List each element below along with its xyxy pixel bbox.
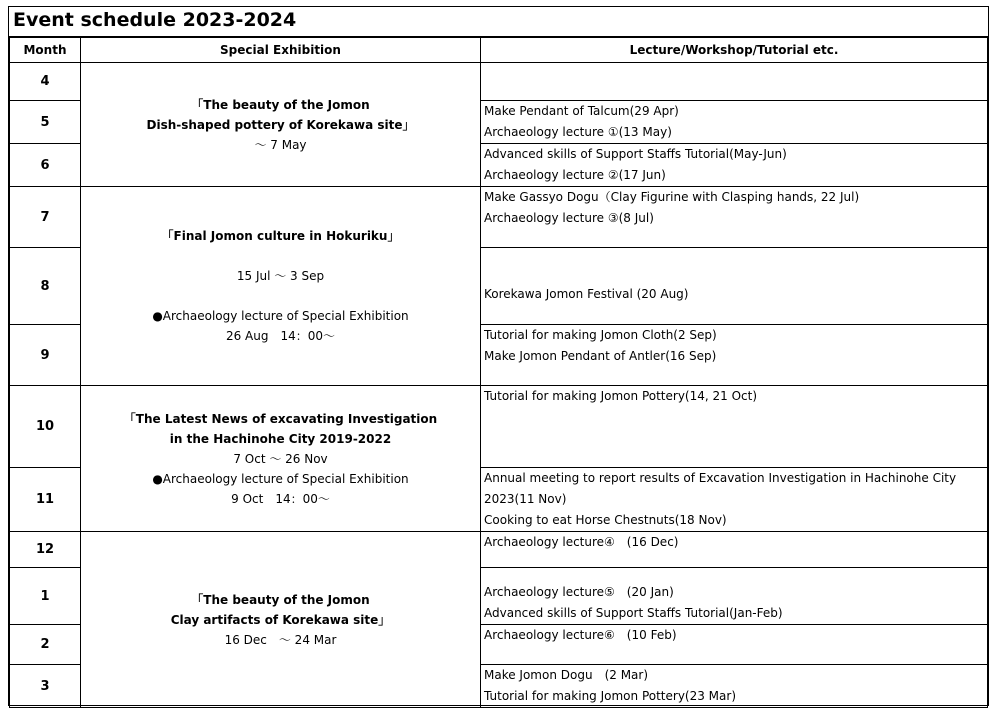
lecture-item: Make Gassyo Dogu（Clay Figurine with Clasping hands, 22 Jul)	[484, 190, 860, 204]
lecture-item: Archaeology lecture ③(8 Jul)	[484, 211, 654, 225]
exhibition-period: ～ 7 May	[254, 137, 307, 152]
table-row	[10, 532, 988, 568]
header-lecture: Lecture/Workshop/Tutorial etc.	[481, 38, 988, 63]
lecture-item: Cooking to eat Horse Chestnuts(18 Nov)	[484, 513, 727, 527]
table-row	[10, 386, 988, 468]
exhibition-period: 16 Dec ～ 24 Mar	[224, 632, 337, 647]
exhibition-lecture-note: ●Archaeology lecture of Special Exhibition	[152, 471, 409, 486]
exhibition-title: Dish-shaped pottery of Korekawa site」	[146, 117, 415, 132]
schedule-sheet	[8, 6, 989, 706]
exhibition-title: 「The Latest News of excavating Investigation	[123, 411, 438, 426]
lecture-cell	[481, 386, 988, 468]
month-cell: 11	[10, 468, 81, 532]
exhibition-cell	[81, 63, 481, 187]
exhibition-cell	[81, 386, 481, 532]
exhibition-title: Clay artifacts of Korekawa site」	[170, 612, 391, 627]
exhibition-period: 15 Jul ～ 3 Sep	[236, 269, 325, 283]
lecture-item: Tutorial for making Jomon Pottery(23 Mar)	[484, 689, 737, 703]
lecture-cell	[481, 568, 988, 625]
lecture-cell	[481, 63, 988, 101]
header-month: Month	[10, 38, 81, 63]
table-row	[10, 63, 988, 101]
lecture-cell	[481, 532, 988, 568]
month-cell: 3	[10, 665, 81, 708]
exhibition-lecture-time: 9 Oct 14：00～	[231, 491, 330, 506]
lecture-item: Archaeology lecture④ (16 Dec)	[484, 535, 679, 549]
month-cell: 9	[10, 325, 81, 386]
exhibition-title: in the Hachinohe City 2019-2022	[169, 431, 392, 446]
header-special-exhibition: Special Exhibition	[81, 38, 481, 63]
exhibition-period: 7 Oct ～ 26 Nov	[233, 451, 328, 466]
month-cell: 8	[10, 248, 81, 325]
lecture-item: Advanced skills of Support Staffs Tutorial(Jan-Feb)	[484, 606, 783, 620]
lecture-item: Archaeology lecture⑥ (10 Feb)	[484, 628, 677, 642]
lecture-item: Archaeology lecture ②(17 Jun)	[484, 168, 666, 182]
lecture-cell	[481, 187, 988, 248]
month-cell: 4	[10, 63, 81, 101]
lecture-cell	[481, 325, 988, 386]
lecture-cell	[481, 101, 988, 144]
month-cell: 6	[10, 144, 81, 187]
month-cell: 10	[10, 386, 81, 468]
lecture-item: Archaeology lecture ①(13 May)	[484, 125, 672, 139]
lecture-item: Tutorial for making Jomon Cloth(2 Sep)	[484, 328, 717, 342]
lecture-item: 2023(11 Nov)	[484, 492, 567, 506]
exhibition-lecture-time: 26 Aug 14：00～	[225, 329, 336, 343]
exhibition-title: 「Final Jomon culture in Hokuriku」	[161, 229, 400, 243]
page-title: Event schedule 2023-2024	[9, 7, 988, 37]
lecture-item: Annual meeting to report results of Excavation Investigation in Hachinohe City	[484, 471, 957, 485]
lecture-item: Make Pendant of Talcum(29 Apr)	[484, 104, 679, 118]
lecture-cell	[481, 665, 988, 708]
lecture-cell	[481, 625, 988, 665]
exhibition-title: 「The beauty of the Jomon	[191, 592, 370, 607]
lecture-cell	[481, 468, 988, 532]
month-cell: 1	[10, 568, 81, 625]
lecture-cell	[481, 248, 988, 325]
lecture-item: Korekawa Jomon Festival (20 Aug)	[484, 286, 689, 301]
month-cell: 5	[10, 101, 81, 144]
exhibition-title: 「The beauty of the Jomon	[191, 97, 370, 112]
table-row	[10, 187, 988, 248]
lecture-item: Archaeology lecture⑤ (20 Jan)	[484, 585, 674, 599]
exhibition-cell	[81, 187, 481, 386]
month-cell: 2	[10, 625, 81, 665]
lecture-item: Make Jomon Dogu (2 Mar)	[484, 668, 649, 682]
exhibition-lecture-note: ●Archaeology lecture of Special Exhibition	[152, 309, 409, 323]
lecture-item: Tutorial for making Jomon Pottery(14, 21 Oct)	[484, 389, 758, 403]
schedule-table	[9, 37, 988, 708]
lecture-cell	[481, 144, 988, 187]
month-cell: 12	[10, 532, 81, 568]
lecture-item: Advanced skills of Support Staffs Tutorial(May-Jun)	[484, 147, 787, 161]
lecture-item: Make Jomon Pendant of Antler(16 Sep)	[484, 349, 717, 363]
exhibition-cell	[81, 532, 481, 708]
header-row	[10, 38, 988, 63]
month-cell: 7	[10, 187, 81, 248]
